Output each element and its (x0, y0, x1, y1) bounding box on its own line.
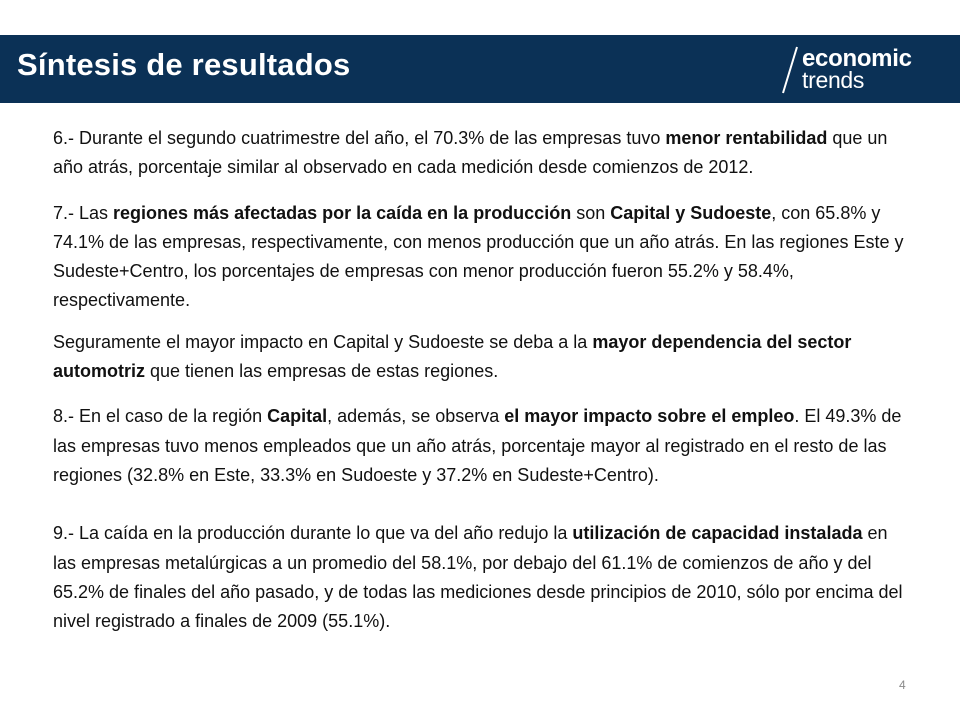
paragraph-7-followup: Seguramente el mayor impacto en Capital y Sudoeste se deba a la mayor dependencia del sector automotriz que tienen las empresas de estas regiones. (53, 331, 852, 382)
economic-trends-logo (780, 41, 950, 97)
paragraph-9: 9.- La caída en la producción durante lo que va del año redujo la utilización de capacidad instalada en las empresas metalúrgicas a un promedio del 58.1%, por debajo del 61.1% de comienzos de año y del 65.2% de finales del año pasado, y de todas las mediciones desde principios de 2010, sólo por encima del nivel registrado a finales de 2009 (55.1%). (53, 523, 903, 632)
logo-text-trends: trends (802, 67, 865, 93)
page-number: 4 (899, 678, 906, 692)
logo-slash-icon (780, 45, 800, 95)
paragraph-6: 6.- Durante el segundo cuatrimestre del año, el 70.3% de las empresas tuvo menor rentabilidad que un año atrás, porcentaje similar al observado en cada medición desde comienzos de 2012. (53, 128, 888, 178)
page-title: Síntesis de resultados (17, 47, 351, 82)
logo-text-economic: economic (802, 45, 912, 72)
header-bar (0, 35, 960, 103)
paragraph-7: 7.- Las regiones más afectadas por la caída en la producción son Capital y Sudoeste, con 65.8% y 74.1% de las empresas, respectivamente, con menos producción que un año atrás. En las regiones Este y Sudeste+Centro, los porcentajes de empresas con menor producción fueron 55.2% y 58.4%, respectivamente. (53, 202, 904, 311)
results-summary (53, 124, 913, 636)
paragraph-8: 8.- En el caso de la región Capital, además, se observa el mayor impacto sobre el empleo. El 49.3% de las empresas tuvo menos empleados que un año atrás, porcentaje mayor al registrado en el resto de las regiones (32.8% en Este, 33.3% en Sudoeste y 37.2% en Sudeste+Centro). (53, 406, 902, 485)
